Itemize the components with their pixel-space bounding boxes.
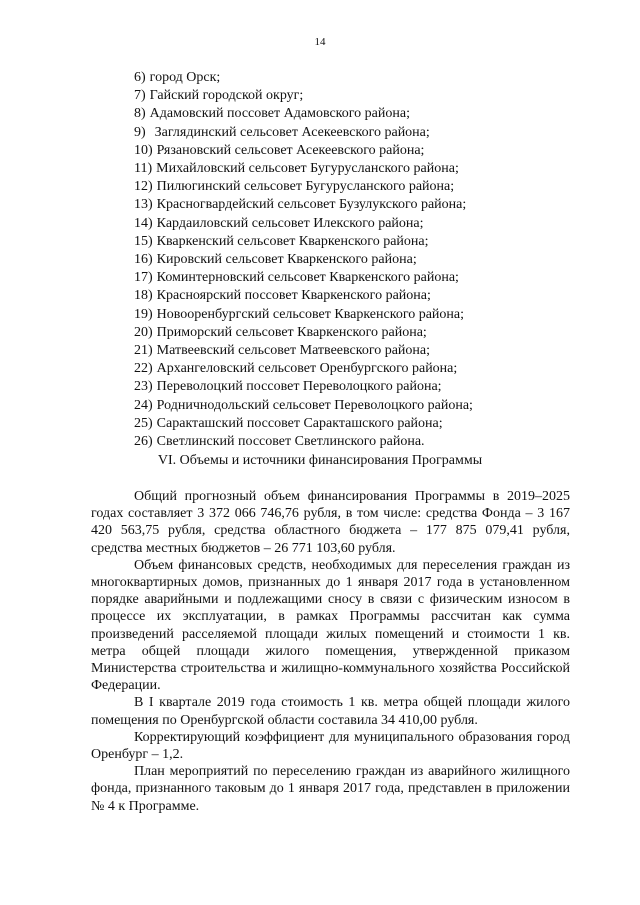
list-item xyxy=(134,160,473,178)
list-item-number: 8) xyxy=(134,106,146,122)
list-item xyxy=(134,142,473,160)
list-item-text: Кваркенский сельсовет Кваркенского района; xyxy=(156,233,429,249)
list-item xyxy=(134,378,473,396)
list-item-number: 19) xyxy=(134,306,153,322)
paragraph: План мероприятий по переселению граждан из аварийного жилищного фонда, признанного таковым до 1 января 2017 года, представлен в приложении № 4 к Программе. xyxy=(91,764,570,814)
list-item xyxy=(134,415,473,433)
list-item-number: 9) xyxy=(134,124,146,140)
list-item xyxy=(134,287,473,305)
list-item-text: Коминтерновский сельсовет Кваркенского района; xyxy=(156,270,459,286)
paragraph: Объем финансовых средств, необходимых для переселения граждан из многоквартирных домов, признанных до 1 января 2017 года в установленном порядке аварийными и подлежащими сносу в связи с физическим износом в процессе их эксплуатации, в рамках Программы рассчитан как сумма произведений расселяемой площади жилых помещений и стоимости 1 кв. метра общей площади жилого помещения, утвержденной приказом Министерства строительства и жилищно-коммунального хозяйства Российской Федерации. xyxy=(91,557,570,694)
municipality-list xyxy=(134,69,473,451)
list-item xyxy=(134,105,473,123)
list-item xyxy=(134,178,473,196)
list-item xyxy=(134,342,473,360)
list-item-text: Адамовский поссовет Адамовского района; xyxy=(149,106,410,122)
list-item xyxy=(134,87,473,105)
list-item-text: Красногвардейский сельсовет Бузулукского района; xyxy=(156,197,467,213)
list-item-number: 25) xyxy=(134,415,153,431)
list-item-text: Архангеловский сельсовет Оренбургского района; xyxy=(156,361,458,377)
list-item-number: 10) xyxy=(134,142,153,158)
list-item-text: Приморский сельсовет Кваркенского района; xyxy=(156,324,427,340)
list-item-number: 24) xyxy=(134,397,153,413)
list-item-text: Переволоцкий поссовет Переволоцкого района; xyxy=(156,379,442,395)
list-item-text: Саракташский поссовет Саракташского района; xyxy=(156,415,443,431)
section-body xyxy=(91,488,570,815)
list-item-number: 7) xyxy=(134,88,146,104)
list-item-text: город Орск; xyxy=(149,70,221,85)
list-item xyxy=(134,306,473,324)
list-item xyxy=(134,324,473,342)
list-item xyxy=(134,251,473,269)
list-item xyxy=(134,124,473,142)
list-item-text: Рязановский сельсовет Асекеевского района; xyxy=(156,142,425,158)
list-item-text: Красноярский поссовет Кваркенского района; xyxy=(156,288,431,304)
list-item xyxy=(134,360,473,378)
list-item xyxy=(134,397,473,415)
list-item xyxy=(134,433,473,451)
list-item-text: Михайловский сельсовет Бугурусланского района; xyxy=(156,161,459,177)
list-item-number: 6) xyxy=(134,70,146,85)
list-item-text: Кировский сельсовет Кваркенского района; xyxy=(156,252,417,268)
page-number: 14 xyxy=(314,36,326,48)
list-item-text: Заглядинский сельсовет Асекеевского района; xyxy=(154,124,430,140)
list-item xyxy=(134,69,473,87)
list-item-number: 12) xyxy=(134,179,153,195)
list-item-number: 13) xyxy=(134,197,153,213)
list-item-number: 11) xyxy=(134,161,153,177)
list-item-text: Матвеевский сельсовет Матвеевского района; xyxy=(156,343,431,359)
list-item-number: 17) xyxy=(134,270,153,286)
list-item-number: 21) xyxy=(134,343,153,359)
list-item-text: Гайский городской округ; xyxy=(149,88,304,104)
list-item-text: Родничнодольский сельсовет Переволоцкого района; xyxy=(156,397,473,413)
paragraph: Корректирующий коэффициент для муниципального образования город Оренбург – 1,2. xyxy=(91,729,570,763)
list-item xyxy=(134,215,473,233)
list-item-text: Светлинский поссовет Светлинского района. xyxy=(156,434,425,450)
section-title: VI. Объемы и источники финансирования Программы xyxy=(157,453,483,468)
list-item-text: Кардаиловский сельсовет Илекского района; xyxy=(156,215,424,231)
list-item xyxy=(134,233,473,251)
list-item-text: Новооренбургский сельсовет Кваркенского района; xyxy=(156,306,465,322)
list-item-number: 18) xyxy=(134,288,153,304)
list-item-number: 14) xyxy=(134,215,153,231)
list-item-text: Пилюгинский сельсовет Бугурусланского района; xyxy=(156,179,455,195)
paragraph: Общий прогнозный объем финансирования Программы в 2019–2025 годах составляет 3 372 066 746,76 рубля, в том числе: средства Фонда – 3 167 420 563,75 рубля, средства областного бюджета – 177 875 079,41 рубля, средства местных бюджетов – 26 771 103,60 рубля. xyxy=(91,489,570,556)
paragraph: В I квартале 2019 года стоимость 1 кв. метра общей площади жилого помещения по Оренбургской области составила 34 410,00 рубля. xyxy=(91,695,570,728)
list-item xyxy=(134,269,473,287)
list-item-number: 15) xyxy=(134,233,153,249)
list-item-number: 26) xyxy=(134,434,153,450)
list-item-number: 16) xyxy=(134,252,153,268)
list-item-number: 22) xyxy=(134,361,153,377)
list-item-number: 23) xyxy=(134,379,153,395)
list-item xyxy=(134,196,473,214)
list-item-number: 20) xyxy=(134,324,153,340)
